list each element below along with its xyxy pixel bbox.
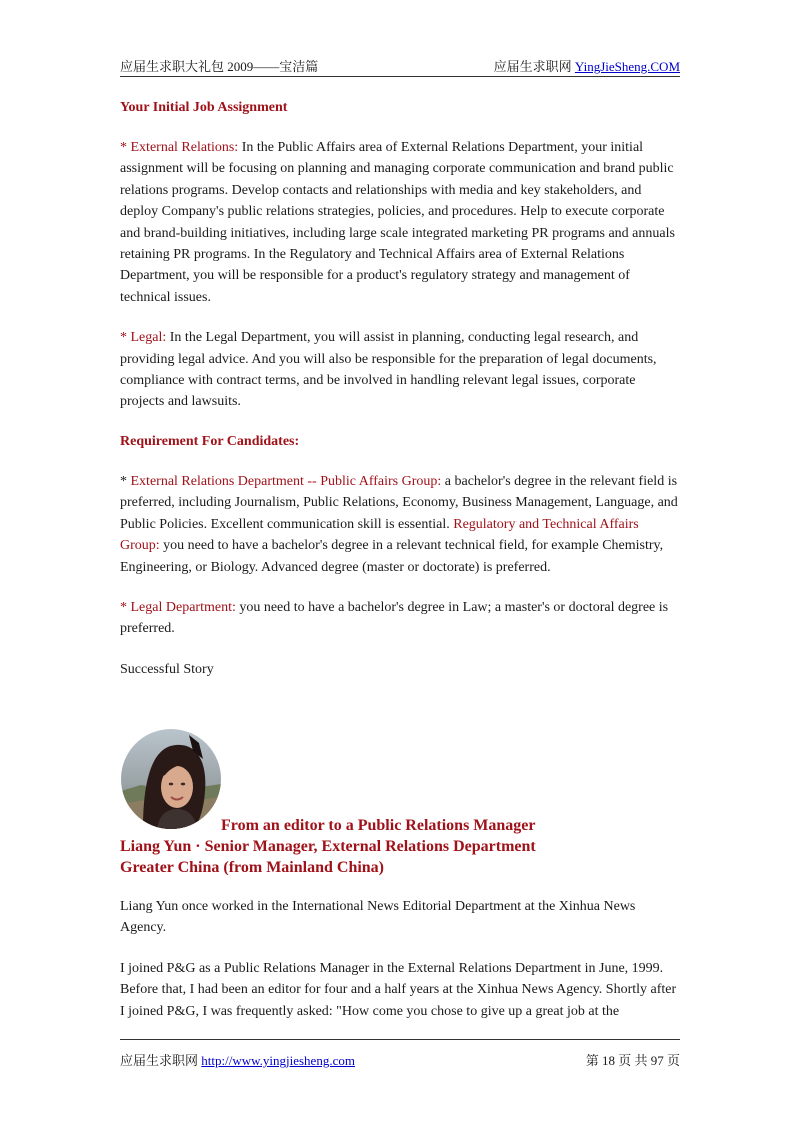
label-req-public-affairs: External Relations Department -- Public Affairs Group: xyxy=(130,473,442,489)
paragraph-req-legal xyxy=(120,597,680,640)
page-footer xyxy=(120,1039,680,1070)
header-site xyxy=(494,56,680,75)
paragraph-legal xyxy=(120,327,680,413)
page-header xyxy=(120,56,680,77)
text-req-legal: you need to have a bachelor's degree in Law; a master's or doctoral degree is preferred. xyxy=(120,599,669,637)
story-title-line3: Greater China (from Mainland China) xyxy=(120,859,385,876)
text-req-public-affairs: a bachelor's degree in the relevant field is preferred, including Journalism, Public Relations, Economy, Business Management, Language, and Public Policies. Excellent communication skill is essential. xyxy=(120,473,678,532)
footer-site xyxy=(120,1050,355,1069)
header-site-name: 应届生求职网 xyxy=(493,59,575,74)
story-title-line1: From an editor to a Public Relations Manager xyxy=(221,817,536,834)
story-paragraph-quote: I joined P&G as a Public Relations Manager in the External Relations Department in June, 1999. Before that, I had been an editor for four and a half years at the Xinhua News Agency. Shortly after I joined P&G, I was frequently asked: "How come you chose to give up a great job at the xyxy=(120,960,677,1019)
portrait-photo xyxy=(121,729,221,829)
section-heading-requirements: Requirement For Candidates: xyxy=(120,433,300,449)
page-number: 第 18 页 共 97 页 xyxy=(585,1053,680,1068)
label-external-relations: * External Relations: xyxy=(120,140,239,155)
text-legal: In the Legal Department, you will assist in planning, conducting legal research, and providing legal advice. And you will also be responsible for the preparation of legal documents, compliance with contract terms, and be involved in handling relevant legal issues, corporate projects and lawsuits. xyxy=(120,330,657,410)
text-req-regulatory: you need to have a bachelor's degree in a relevant technical field, for example Chemistry, Engineering, or Biology. Advanced degree (master or doctorate) is preferred. xyxy=(120,538,664,575)
story-paragraph-intro: Liang Yun once worked in the International News Editorial Department at the Xinhua News Agency. xyxy=(120,899,636,936)
label-legal: * Legal: xyxy=(120,330,167,346)
story-title xyxy=(120,815,680,878)
text-external-relations: In the Public Affairs area of External Relations Department, your initial assignment will be focusing on planning and managing corporate communication and brand public relations programs. Develop contacts and relationships with media and key stakeholders, and deploy Company's public relations strategies, policies, and procedures. Help to execute corporate and brand-building initiatives, including large scale integrated marketing PR programs and annuals retaining PR programs. In the Regulatory and Technical Affairs area of External Relations Department, you will be responsible for a product's regulatory strategy and management of technical issues. xyxy=(120,140,675,305)
label-req-legal: * Legal Department: xyxy=(120,599,236,615)
story-body xyxy=(120,896,680,1041)
successful-story-label: Successful Story xyxy=(120,661,214,677)
section-heading-job-assignment: Your Initial Job Assignment xyxy=(120,100,288,115)
footer-site-name: 应届生求职网 xyxy=(120,1053,202,1068)
main-content xyxy=(120,98,680,699)
story-title-line2: Liang Yun · Senior Manager, External Relations Department xyxy=(120,838,536,855)
paragraph-req-external xyxy=(120,471,680,578)
paragraph-external-relations xyxy=(120,137,680,308)
req-star: * xyxy=(120,473,131,489)
portrait-image xyxy=(121,729,221,829)
header-site-link[interactable]: YingJieSheng.COM xyxy=(574,59,680,74)
label-req-regulatory: Regulatory and Technical Affairs Group: xyxy=(120,516,639,554)
header-title: 应届生求职大礼包 2009——宝洁篇 xyxy=(120,59,319,74)
footer-site-link[interactable]: http://www.yingjiesheng.com xyxy=(201,1053,355,1068)
